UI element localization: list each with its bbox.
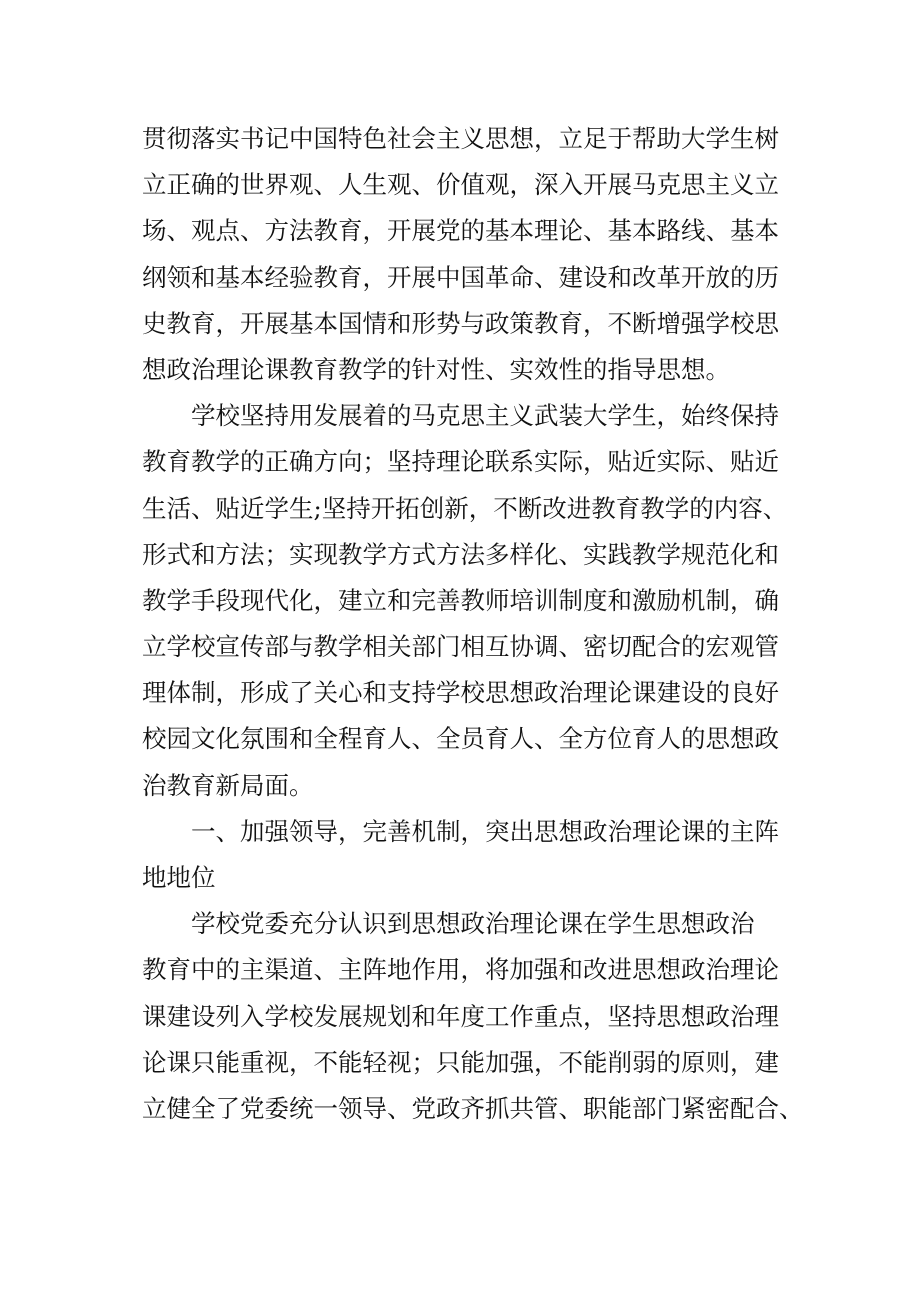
- text-line: 想政治理论课教育教学的针对性、实效性的指导思想。: [142, 354, 730, 384]
- text-line: 课建设列入学校发展规划和年度工作重点，坚持思想政治理: [142, 1001, 779, 1031]
- section-heading-line: 一、加强领导，完善机制，突出思想政治理论课的主阵: [191, 816, 779, 846]
- text-line: 场、观点、方法教育，开展党的基本理论、基本路线、基本: [142, 216, 779, 246]
- text-line: 教育教学的正确方向；坚持理论联系实际，贴近实际、贴近: [142, 447, 779, 477]
- text-line: 史教育，开展基本国情和形势与政策教育，不断增强学校思: [142, 308, 779, 338]
- text-line: 立健全了党委统一领导、党政齐抓共管、职能部门紧密配合、: [142, 1093, 804, 1123]
- text-line: 校园文化氛围和全程育人、全员育人、全方位育人的思想政: [142, 724, 779, 754]
- text-line: 论课只能重视，不能轻视；只能加强，不能削弱的原则，建: [142, 1047, 779, 1077]
- text-line: 立学校宣传部与教学相关部门相互协调、密切配合的宏观管: [142, 632, 779, 662]
- section-heading-line: 地地位: [142, 863, 216, 892]
- text-line: 教学手段现代化，建立和完善教师培训制度和激励机制，确: [142, 585, 779, 615]
- text-line: 治教育新局面。: [142, 770, 314, 800]
- text-line: 形式和方法；实现教学方式方法多样化、实践教学规范化和: [142, 539, 779, 569]
- text-line: 教育中的主渠道、主阵地作用，将加强和改进思想政治理论: [142, 955, 779, 985]
- text-line: 理体制，形成了关心和支持学校思想政治理论课建设的良好: [142, 678, 779, 708]
- text-line: 纲领和基本经验教育，开展中国革命、建设和改革开放的历: [142, 262, 779, 292]
- document-body: [142, 116, 804, 1132]
- text-line: 贯彻落实书记中国特色社会主义思想，立足于帮助大学生树: [142, 124, 779, 153]
- paragraph-start-line: 学校党委充分认识到思想政治理论课在学生思想政治: [191, 909, 755, 939]
- paragraph-start-line: 学校坚持用发展着的马克思主义武装大学生，始终保持: [191, 401, 779, 431]
- text-line: 立正确的世界观、人生观、价值观，深入开展马克思主义立: [142, 170, 779, 200]
- text-line: 生活、贴近学生;坚持开拓创新，不断改进教育教学的内容、: [142, 493, 788, 523]
